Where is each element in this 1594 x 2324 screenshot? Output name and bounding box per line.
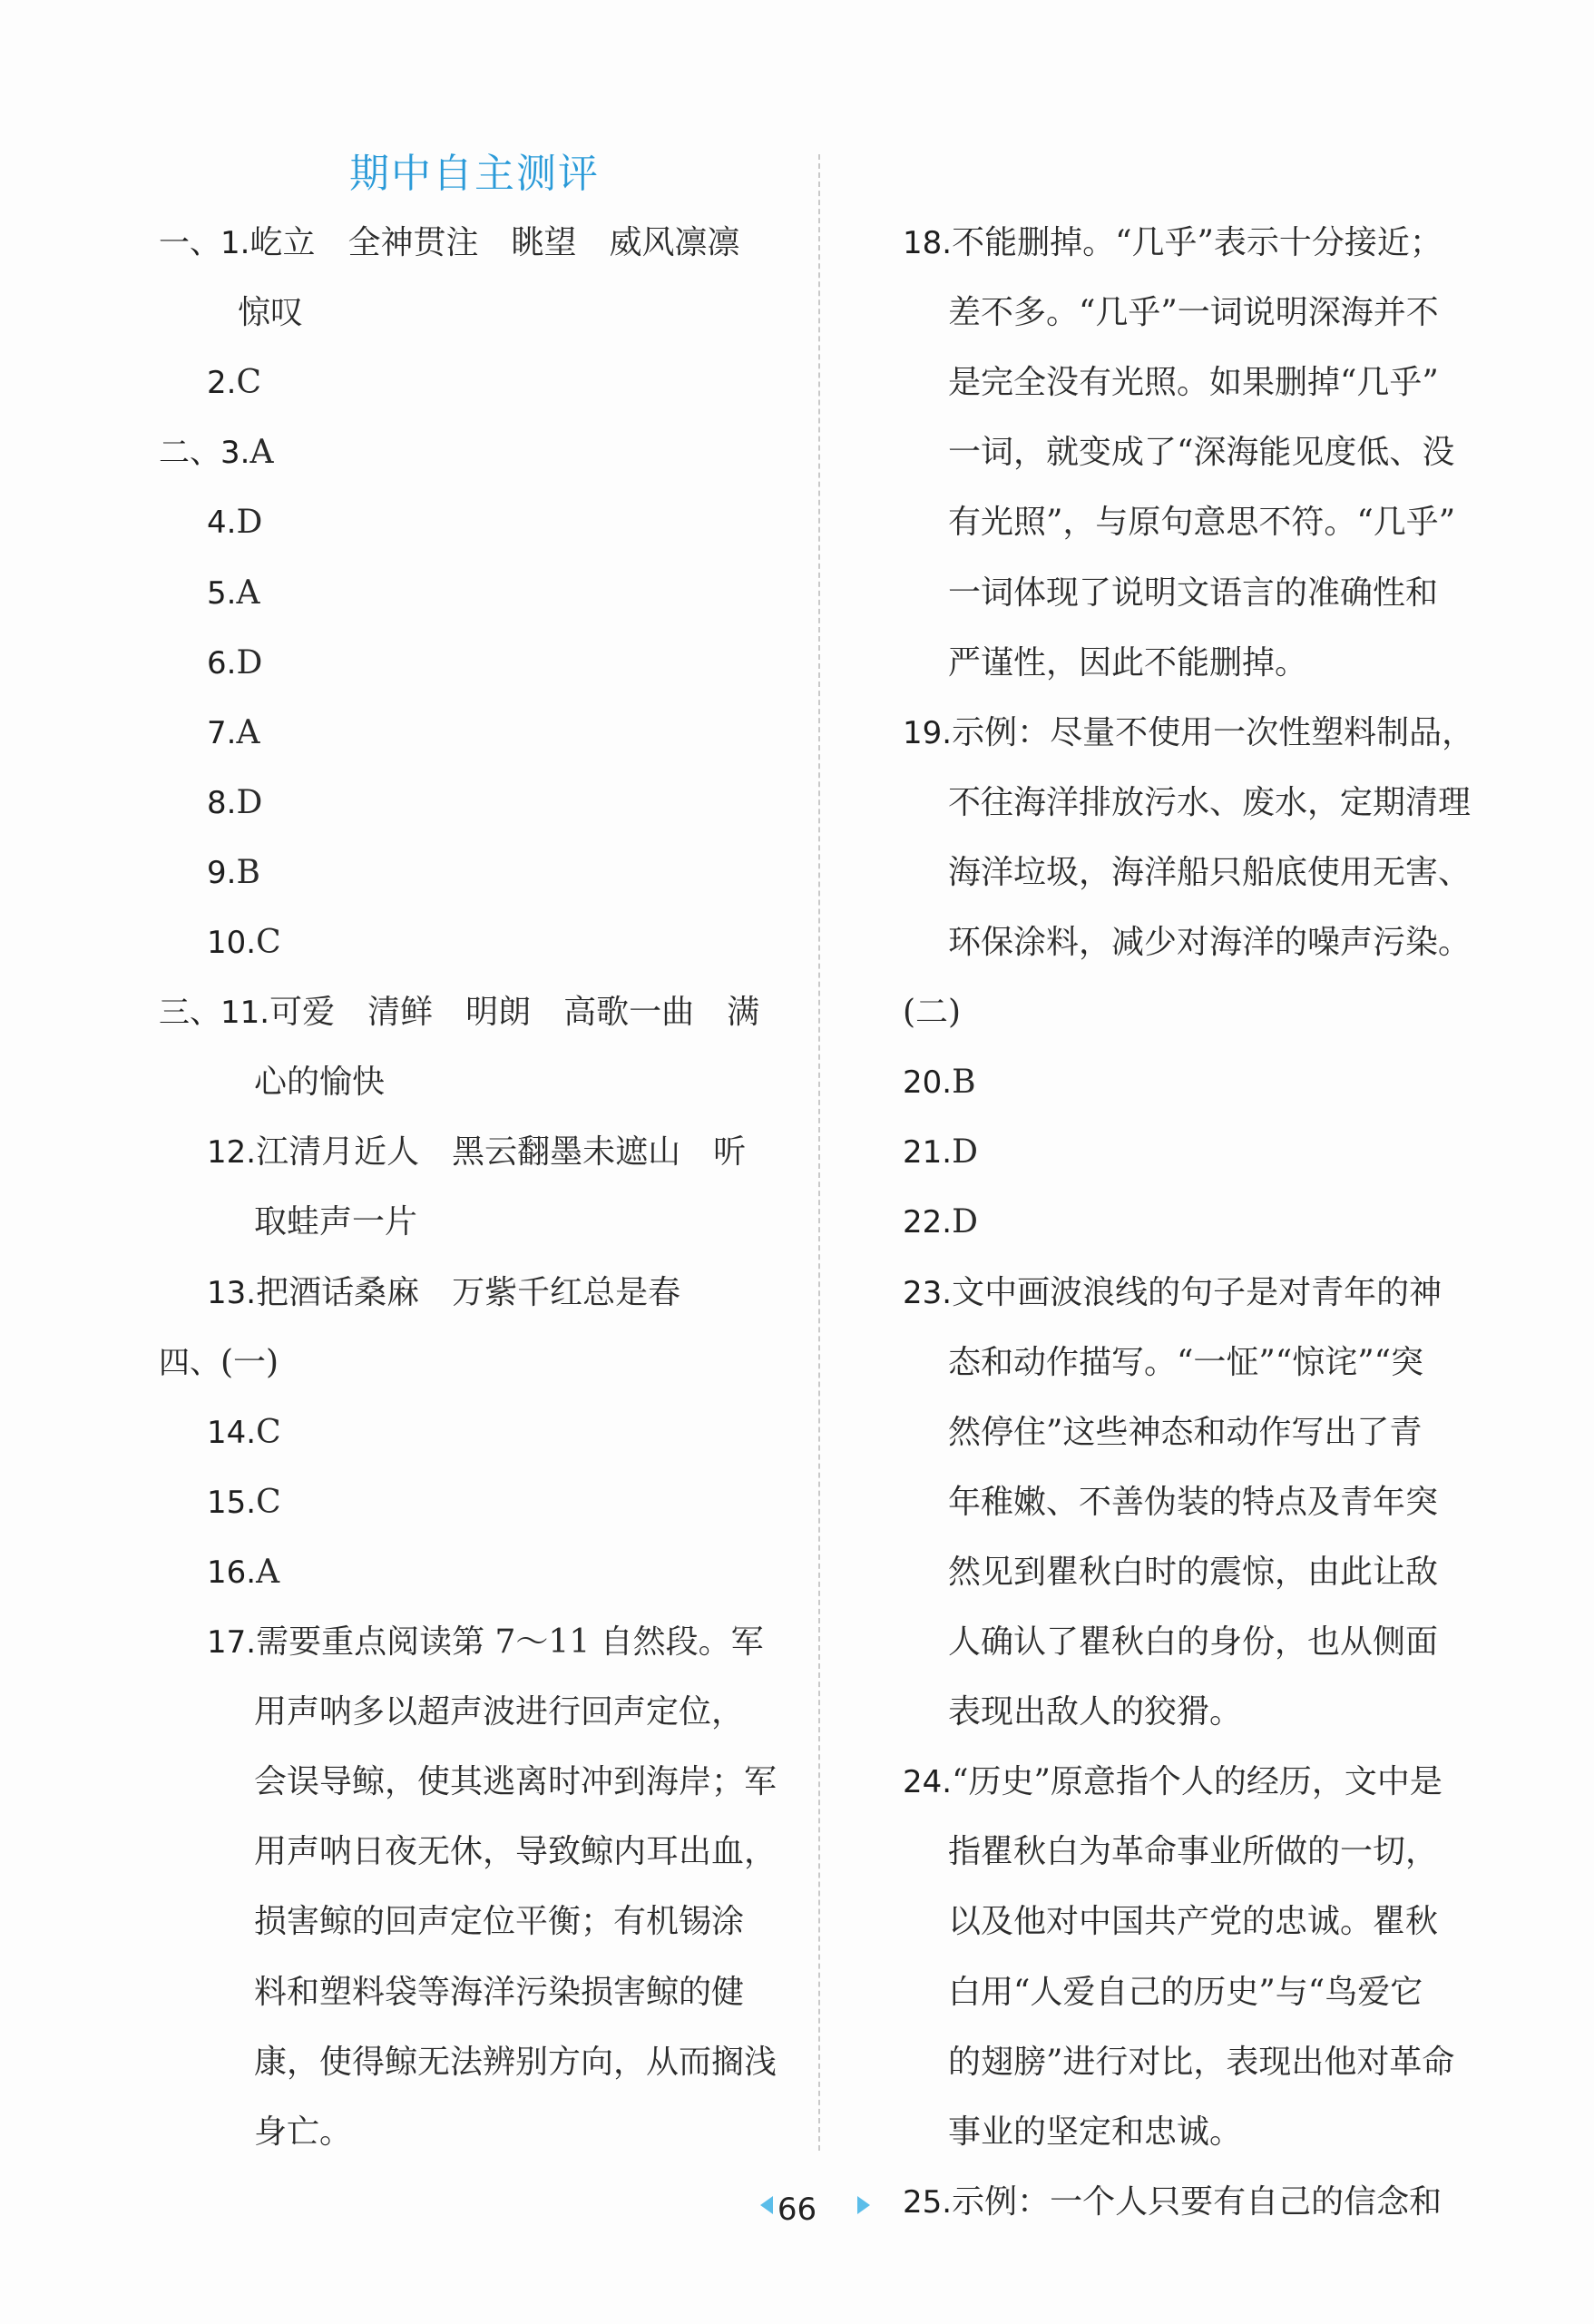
right-line xyxy=(903,713,1475,751)
answer-text: 是完全没有光照。如果删掉“几乎” xyxy=(948,364,1439,402)
answer-text: D xyxy=(952,1203,978,1241)
question-number: 四、 xyxy=(159,1344,220,1381)
answer-text: B xyxy=(952,1064,976,1102)
right-line xyxy=(948,2043,1455,2081)
left-line xyxy=(207,1483,281,1521)
answer-text: 态和动作描写。“一怔”“惊诧”“突 xyxy=(948,1343,1424,1381)
answer-text: 惊叹 xyxy=(238,294,304,332)
right-line xyxy=(903,1273,1442,1311)
column-divider xyxy=(818,154,820,2151)
answer-text: C xyxy=(236,364,261,402)
answer-text: 屹立 全神贯注 眺望 威风凛凛 xyxy=(249,224,740,261)
left-line xyxy=(207,504,263,542)
answer-text: “历史”原意指个人的经历，文中是 xyxy=(952,1763,1442,1801)
question-number: 25. xyxy=(903,2183,953,2221)
answer-text: 江清月近人 黑云翻墨未遮山 听 xyxy=(256,1133,747,1172)
question-number: 2. xyxy=(207,365,237,402)
left-line xyxy=(207,1413,281,1451)
right-line xyxy=(903,1133,978,1172)
left-line xyxy=(159,224,740,261)
answer-text: 示例：尽量不使用一次性塑料制品， xyxy=(952,713,1475,751)
left-line xyxy=(207,574,260,612)
right-line xyxy=(948,853,1472,891)
right-line xyxy=(948,1693,1243,1731)
answer-text: 身亡。 xyxy=(254,2113,353,2151)
question-number: 5. xyxy=(207,574,237,612)
left-line xyxy=(207,364,261,402)
right-line xyxy=(948,924,1472,961)
answer-text: 一词，就变成了“深海能见度低、没 xyxy=(948,434,1455,472)
left-line xyxy=(207,1133,747,1172)
left-line xyxy=(254,1903,745,1941)
answer-text: A xyxy=(236,574,260,612)
answer-text: (一) xyxy=(220,1343,279,1381)
answer-text: B xyxy=(236,853,260,891)
left-line xyxy=(254,1973,745,2011)
answer-text: 损害鲸的回声定位平衡；有机锡涂 xyxy=(254,1903,745,1941)
left-line xyxy=(207,1273,681,1311)
question-number: 24. xyxy=(903,1764,953,1801)
answer-text: C xyxy=(256,1483,281,1521)
answer-text: 用声呐日夜无休，导致鲸内耳出血， xyxy=(254,1833,777,1871)
answer-text: 以及他对中国共产党的忠诚。瞿秋 xyxy=(948,1903,1439,1941)
left-line xyxy=(254,1203,418,1241)
answer-text: 康，使得鲸无法辨别方向，从而搁浅 xyxy=(254,2043,777,2081)
answer-text: 有光照”，与原句意思不符。“几乎” xyxy=(948,504,1456,542)
answer-text: 文中画波浪线的句子是对青年的神 xyxy=(952,1273,1442,1311)
right-line xyxy=(948,643,1308,682)
answer-text: 取蛙声一片 xyxy=(254,1203,418,1241)
question-number: 21. xyxy=(903,1134,953,1172)
left-line xyxy=(159,1343,279,1381)
answer-text: 人确认了瞿秋白的身份，也从侧面 xyxy=(948,1623,1439,1661)
question-number: 三、11. xyxy=(159,995,270,1032)
left-line xyxy=(207,783,263,821)
answer-text: D xyxy=(952,1133,978,1172)
answer-text: A xyxy=(236,713,260,751)
question-number: 18. xyxy=(903,225,953,261)
right-line xyxy=(948,1483,1439,1521)
question-number: 9. xyxy=(207,854,237,891)
answer-text: 严谨性，因此不能删掉。 xyxy=(948,643,1308,682)
left-line xyxy=(207,713,260,751)
answer-text: C xyxy=(256,924,281,961)
left-line xyxy=(254,1833,777,1871)
question-number: 15. xyxy=(207,1484,257,1521)
right-line xyxy=(948,504,1456,542)
question-number: 一、1. xyxy=(159,225,250,261)
answer-text: A xyxy=(256,1553,280,1591)
left-line xyxy=(159,994,760,1032)
right-line xyxy=(948,1973,1423,2011)
left-line xyxy=(254,2043,777,2081)
question-number: 22. xyxy=(903,1204,953,1241)
left-line xyxy=(207,1623,764,1661)
answer-text: 一词体现了说明文语言的准确性和 xyxy=(948,574,1439,612)
answer-text: 料和塑料袋等海洋污染损害鲸的健 xyxy=(254,1973,745,2011)
right-line xyxy=(948,1833,1439,1871)
answer-text: 表现出敌人的狡猾。 xyxy=(948,1693,1243,1731)
page-title: 期中自主测评 xyxy=(349,151,600,197)
answer-text: 事业的坚定和忠诚。 xyxy=(948,2113,1243,2151)
answer-text: 把酒话桑麻 万紫千红总是春 xyxy=(256,1273,681,1311)
answer-text: 年稚嫩、不善伪装的特点及青年突 xyxy=(948,1483,1439,1521)
right-line xyxy=(948,783,1472,821)
answer-text: 环保涂料，减少对海洋的噪声污染。 xyxy=(948,924,1472,961)
right-line xyxy=(903,994,962,1032)
right-line xyxy=(948,1343,1424,1381)
question-number: 13. xyxy=(207,1274,257,1311)
right-line xyxy=(948,1413,1423,1451)
left-line xyxy=(159,434,274,472)
answer-text: 不能删掉。“几乎”表示十分接近； xyxy=(952,224,1442,261)
next-page-icon[interactable] xyxy=(857,2196,870,2214)
answer-text: 然停住”这些神态和动作写出了青 xyxy=(948,1413,1423,1451)
left-line xyxy=(254,1693,745,1731)
question-number: 16. xyxy=(207,1554,257,1591)
right-line xyxy=(903,1203,978,1241)
answer-text: 差不多。“几乎”一词说明深海并不 xyxy=(948,294,1439,332)
answer-text: 心的愉快 xyxy=(254,1064,386,1102)
right-line xyxy=(948,1903,1439,1941)
question-number: 20. xyxy=(903,1064,953,1102)
question-number: 14. xyxy=(207,1414,257,1451)
right-line xyxy=(948,434,1455,472)
left-line xyxy=(254,1763,777,1801)
left-line xyxy=(207,1553,280,1591)
question-number: 8. xyxy=(207,784,237,821)
question-number: 12. xyxy=(207,1134,257,1172)
answer-text: 指瞿秋白为革命事业所做的一切， xyxy=(948,1833,1439,1871)
question-number: 7. xyxy=(207,714,237,751)
answer-text: 不往海洋排放污水、废水，定期清理 xyxy=(948,783,1472,821)
right-line xyxy=(948,1623,1439,1661)
right-line xyxy=(948,294,1439,332)
answer-text: 海洋垃圾，海洋船只船底使用无害、 xyxy=(948,853,1472,891)
answer-text: 白用“人爱自己的历史”与“鸟爱它 xyxy=(948,1973,1423,2011)
question-number: 二、3. xyxy=(159,435,250,472)
answer-text: 的翅膀”进行对比，表现出他对革命 xyxy=(948,2043,1455,2081)
right-line xyxy=(948,2113,1243,2151)
right-line xyxy=(903,224,1442,261)
left-line xyxy=(207,924,281,961)
question-number: 17. xyxy=(207,1624,257,1661)
left-line xyxy=(207,853,260,891)
question-number: 6. xyxy=(207,644,237,682)
answer-text: D xyxy=(236,504,263,542)
answer-text: 用声呐多以超声波进行回声定位， xyxy=(254,1693,745,1731)
answer-text: 然见到瞿秋白时的震惊，由此让敌 xyxy=(948,1553,1439,1591)
right-line xyxy=(948,364,1439,402)
answer-text: A xyxy=(249,434,274,472)
answer-text: 示例：一个人只要有自己的信念和 xyxy=(952,2182,1442,2221)
page-number: 66 xyxy=(777,2192,817,2228)
question-number: 4. xyxy=(207,505,237,542)
answer-text: D xyxy=(236,643,263,682)
answer-text: C xyxy=(256,1413,281,1451)
answer-text: 可爱 清鲜 明朗 高歌一曲 满 xyxy=(269,994,760,1032)
question-number: 10. xyxy=(207,925,257,961)
answer-text: 需要重点阅读第 7～11 自然段。军 xyxy=(256,1623,764,1661)
answer-text: D xyxy=(236,783,263,821)
right-line xyxy=(903,1064,976,1102)
left-line xyxy=(254,2113,353,2151)
answer-text: 会误导鲸，使其逃离时冲到海岸；军 xyxy=(254,1763,777,1801)
right-line xyxy=(903,1763,1442,1801)
right-line xyxy=(948,1553,1439,1591)
question-number: 19. xyxy=(903,714,953,751)
right-line xyxy=(948,574,1439,612)
question-number: 23. xyxy=(903,1274,953,1311)
answer-text: (二) xyxy=(903,994,962,1032)
left-line xyxy=(238,294,304,332)
left-line xyxy=(254,1064,386,1102)
left-line xyxy=(207,643,263,682)
